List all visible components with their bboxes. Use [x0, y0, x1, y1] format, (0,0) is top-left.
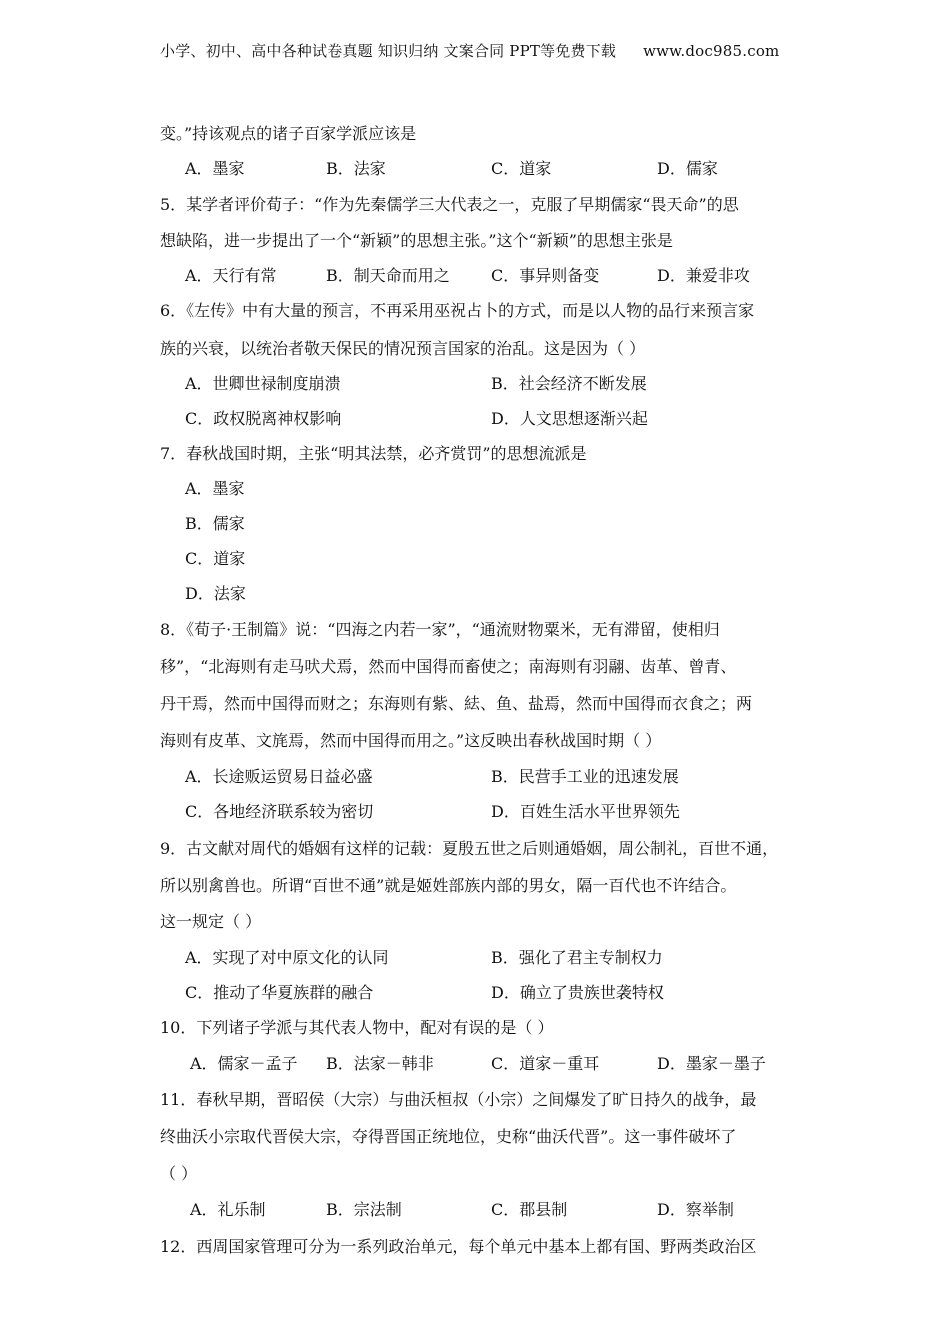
header-site-url[interactable]: www.doc985.com [643, 42, 780, 60]
question-11-option-b: B．宗法制 [326, 1200, 402, 1219]
question-8-option-b: B．民营手工业的迅速发展 [491, 767, 679, 786]
question-5-option-a: A．天行有常 [185, 266, 277, 285]
question-7-line-1: 7．春秋战国时期，主张“明其法禁，必齐赏罚”的思想流派是 [160, 444, 587, 463]
question-5-option-b: B．制天命而用之 [326, 266, 450, 285]
question-4-stem-tail: 变。”持该观点的诸子百家学派应该是 [160, 124, 417, 143]
question-8-option-a: A．长途贩运贸易日益必盛 [185, 767, 373, 786]
question-9-option-c: C．推动了华夏族群的融合 [185, 983, 374, 1002]
question-9-option-b: B．强化了君主专制权力 [491, 948, 663, 967]
question-8-line-4: 海则有皮革、文旄焉，然而中国得而用之。”这反映出春秋战国时期（ ） [160, 731, 662, 750]
question-5-option-d: D．兼爱非攻 [657, 266, 750, 285]
question-9-line-3: 这一规定（ ） [160, 912, 262, 931]
question-11-option-d: D．察举制 [657, 1200, 734, 1219]
question-6-option-d: D．人文思想逐渐兴起 [491, 409, 648, 428]
question-9-option-a: A．实现了对中原文化的认同 [185, 948, 389, 967]
question-10-option-d: D．墨家－墨子 [657, 1054, 766, 1073]
question-5-line-1: 5．某学者评价荀子：“作为先秦儒学三大代表之一，克服了早期儒家“畏天命”的思 [160, 195, 739, 214]
question-6-option-c: C．政权脱离神权影响 [185, 409, 342, 428]
question-5-option-c: C．事异则备变 [491, 266, 600, 285]
question-10-option-b: B．法家－韩非 [326, 1054, 434, 1073]
question-8-option-d: D．百姓生活水平世界领先 [491, 802, 680, 821]
question-4-option-c: C．道家 [491, 159, 552, 178]
question-11-line-1: 11．春秋早期，晋昭侯（大宗）与曲沃桓叔（小宗）之间爆发了旷日持久的战争，最 [160, 1090, 757, 1109]
question-9-line-2: 所以别禽兽也。所谓“百世不通”就是姬姓部族内部的男女，隔一百代也不许结合。 [160, 876, 737, 895]
question-12-line-1: 12．西周国家管理可分为一系列政治单元，每个单元中基本上都有国、野两类政治区 [160, 1237, 757, 1256]
question-7-option-a: A．墨家 [185, 479, 245, 498]
question-7-option-c: C．道家 [185, 549, 246, 568]
question-6-line-1: 6．《左传》中有大量的预言，不再采用巫祝占卜的方式，而是以人物的品行来预言家 [160, 301, 755, 320]
question-11-option-a: A．礼乐制 [190, 1200, 266, 1219]
question-6-option-a: A．世卿世禄制度崩溃 [185, 374, 341, 393]
question-8-line-3: 丹干焉，然而中国得而财之；东海则有紫、紶、鱼、盐焉，然而中国得而衣食之；两 [160, 694, 753, 713]
question-7-option-b: B．儒家 [185, 514, 245, 533]
question-11-line-2: 终曲沃小宗取代晋侯大宗，夺得晋国正统地位，史称“曲沃代晋”。这一事件破坏了 [160, 1127, 737, 1146]
question-7-option-d: D．法家 [185, 584, 246, 603]
question-9-option-d: D．确立了贵族世袭特权 [491, 983, 664, 1002]
question-8-option-c: C．各地经济联系较为密切 [185, 802, 374, 821]
question-6-option-b: B．社会经济不断发展 [491, 374, 647, 393]
question-4-option-b: B．法家 [326, 159, 386, 178]
question-10-line-1: 10．下列诸子学派与其代表人物中，配对有误的是（ ） [160, 1018, 554, 1037]
page-header [160, 40, 800, 61]
question-11-option-c: C．郡县制 [491, 1200, 568, 1219]
question-9-line-1: 9．古文献对周代的婚姻有这样的记载：夏殷五世之后则通婚姻，周公制礼，百世不通， [160, 839, 779, 858]
question-8-line-1: 8．《荀子·王制篇》说：“四海之内若一家”，“通流财物粟米，无有滞留，使相归 [160, 620, 720, 639]
question-4-option-d: D．儒家 [657, 159, 718, 178]
question-8-line-2: 移”，“北海则有走马吠犬焉，然而中国得而畜使之；南海则有羽翮、齿革、曾青、 [160, 657, 737, 676]
question-4-option-a: A．墨家 [185, 159, 245, 178]
question-11-line-3: （ ） [160, 1164, 198, 1183]
question-5-line-2: 想缺陷，进一步提出了一个“新颖”的思想主张。”这个“新颖”的思想主张是 [160, 231, 673, 250]
question-10-option-a: A．儒家－孟子 [190, 1054, 298, 1073]
question-10-option-c: C．道家－重耳 [491, 1054, 600, 1073]
question-6-line-2: 族的兴衰，以统治者敬天保民的情况预言国家的治乱。这是因为（ ） [160, 339, 646, 358]
header-text: 小学、初中、高中各种试卷真题 知识归纳 文案合同 PPT等免费下载 [160, 42, 617, 60]
